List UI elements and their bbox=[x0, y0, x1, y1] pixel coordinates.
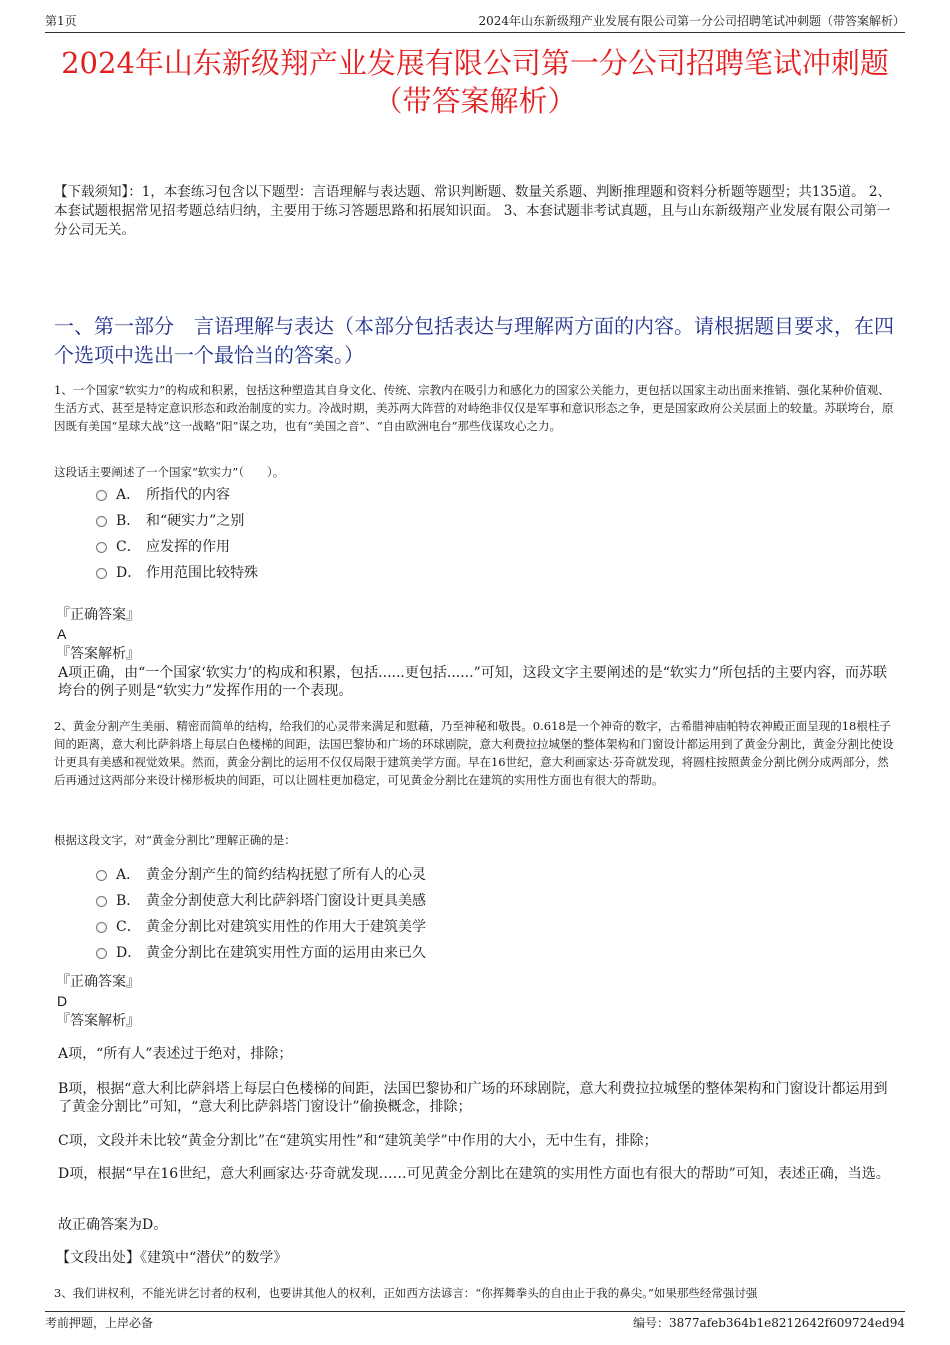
q1-option-b[interactable]: B． 和“硬实力”之别 bbox=[96, 511, 244, 531]
section-title: 一、第一部分 言语理解与表达（本部分包括表达与理解两方面的内容。请根据题目要求，在四个选项中选出一个最恰当的答案。） bbox=[54, 314, 894, 367]
question-1-prompt: 这段话主要阐述了一个国家“软实力”（ ）。 bbox=[54, 465, 285, 479]
q2-source: 【文段出处】《建筑中“潜伏”的数学》 bbox=[56, 1250, 288, 1266]
q2-answer: D bbox=[57, 993, 68, 1009]
radio-icon[interactable] bbox=[96, 922, 107, 933]
q2-analysis-a: A项，“所有人”表述过于绝对，排除； bbox=[58, 1046, 293, 1062]
radio-icon[interactable] bbox=[96, 870, 107, 881]
q1-correct-answer-label: 『正确答案』 bbox=[56, 607, 140, 623]
q2-analysis-c: C项，文段并未比较“黄金分割比”在“建筑实用性”和“建筑美学”中作用的大小，无中生有，排除； bbox=[58, 1133, 658, 1149]
q2-analysis-conclusion: 故正确答案为D。 bbox=[58, 1217, 168, 1233]
radio-icon[interactable] bbox=[96, 542, 107, 553]
header-doc-title: 2024年山东新级翔产业发展有限公司第一分公司招聘笔试冲刺题（带答案解析） bbox=[478, 14, 905, 28]
radio-icon[interactable] bbox=[96, 568, 107, 579]
q1-analysis: A项正确，由“一个国家‘软实力’的构成和积累，包括......更包括......”可知，这段文字主要阐述的是“软实力”所包括的主要内容，而苏联垮台的例子则是“软实力”发挥作用的一个表现。 bbox=[58, 665, 888, 699]
page-footer bbox=[45, 1311, 905, 1331]
download-notice: 【下载须知】：1，本套练习包含以下题型：言语理解与表达题、常识判断题、数量关系题、判断推理题和资料分析题等题型；共135道。 2、本套试题根据常见招考题总结归纳，主要用于练习答题思路和拓展知识面。 3、本套试题非考试真题，且与山东新级翔产业发展有限公司第一分公司无关。 bbox=[54, 184, 891, 238]
question-2-text: 2、黄金分割产生美丽、精密而简单的结构，给我们的心灵带来满足和慰藉，乃至神秘和敬畏。0.618是一个神奇的数字，古希腊神庙帕特农神殿正面呈现的18根柱子间的距离，意大利比萨斜塔上每层白色楼梯的间距，法国巴黎协和广场的环球剧院，意大利费拉拉城堡的整体架构和门窗设计都运用到了黄金分割比，黄金分割比使设计更具有美感和视觉效果。然而，黄金分割比的运用不仅仅局限于建筑美学方面。早在16世纪，意大利画家达·芬奇就发现，将圆柱按照黄金分割比例分成两部分，然后再通过这两部分来设计梯形板块的间距，可以让圆柱更加稳定，可见黄金分割比在建筑的实用性方面也有很大的帮助。 bbox=[54, 719, 894, 787]
q1-option-d[interactable]: D． 作用范围比较特殊 bbox=[96, 563, 258, 583]
page-header bbox=[45, 12, 905, 33]
q2-analysis-label: 『答案解析』 bbox=[56, 1013, 140, 1029]
q2-option-c[interactable]: C． 黄金分割比对建筑实用性的作用大于建筑美学 bbox=[96, 917, 426, 937]
q2-analysis-d: D项，根据“早在16世纪，意大利画家达·芬奇就发现……可见黄金分割比在建筑的实用性方面也有很大的帮助”可知，表述正确，当选。 bbox=[58, 1166, 890, 1182]
footer-id: 编号：3877afeb364b1e8212642f609724ed94 bbox=[633, 1316, 905, 1330]
radio-icon[interactable] bbox=[96, 948, 107, 959]
question-1-text: 1、一个国家“软实力”的构成和积累，包括这种塑造其自身文化、传统、宗教内在吸引力和感化力的国家公关能力，更包括以国家主动出面来推销、强化某种价值观、生活方式、甚至是特定意识形态和政治制度的实力。冷战时期，美苏两大阵营的对峙绝非仅仅是军事和意识形态之争，更是国家政府公关层面上的较量。苏联垮台，原因既有美国“星球大战”这一战略“阳”谋之功，也有“美国之音”、“自由欧洲电台”那些伐谋攻心之力。 bbox=[54, 383, 894, 433]
question-3-text: 3、我们讲权利，不能光讲乞讨者的权利，也要讲其他人的权利，正如西方法谚言：“你挥舞拳头的自由止于我的鼻尖。”如果那些经常强讨强 bbox=[54, 1286, 758, 1300]
q2-option-a[interactable]: A． 黄金分割产生的简约结构抚慰了所有人的心灵 bbox=[96, 865, 426, 885]
q1-analysis-label: 『答案解析』 bbox=[56, 646, 140, 662]
footer-slogan: 考前押题，上岸必备 bbox=[45, 1316, 154, 1330]
q2-analysis-b: B项，根据“意大利比萨斜塔上每层白色楼梯的间距，法国巴黎协和广场的环球剧院，意大利费拉拉城堡的整体架构和门窗设计都运用到了黄金分割比”可知，“意大利比萨斜塔门窗设计”偷换概念，排除； bbox=[58, 1081, 888, 1115]
document-title: 2024年山东新级翔产业发展有限公司第一分公司招聘笔试冲刺题（带答案解析） bbox=[61, 46, 889, 118]
q2-option-b[interactable]: B． 黄金分割使意大利比萨斜塔门窗设计更具美感 bbox=[96, 891, 426, 911]
radio-icon[interactable] bbox=[96, 896, 107, 907]
q1-option-a[interactable]: A． 所指代的内容 bbox=[96, 485, 230, 505]
radio-icon[interactable] bbox=[96, 490, 107, 501]
question-2-prompt: 根据这段文字，对“黄金分割比”理解正确的是： bbox=[54, 833, 296, 847]
q1-answer: A bbox=[57, 626, 67, 642]
q1-option-c[interactable]: C． 应发挥的作用 bbox=[96, 537, 230, 557]
q2-option-d[interactable]: D． 黄金分割比在建筑实用性方面的运用由来已久 bbox=[96, 943, 426, 963]
q2-correct-answer-label: 『正确答案』 bbox=[56, 974, 140, 990]
radio-icon[interactable] bbox=[96, 516, 107, 527]
page-number: 第1页 bbox=[45, 14, 77, 28]
